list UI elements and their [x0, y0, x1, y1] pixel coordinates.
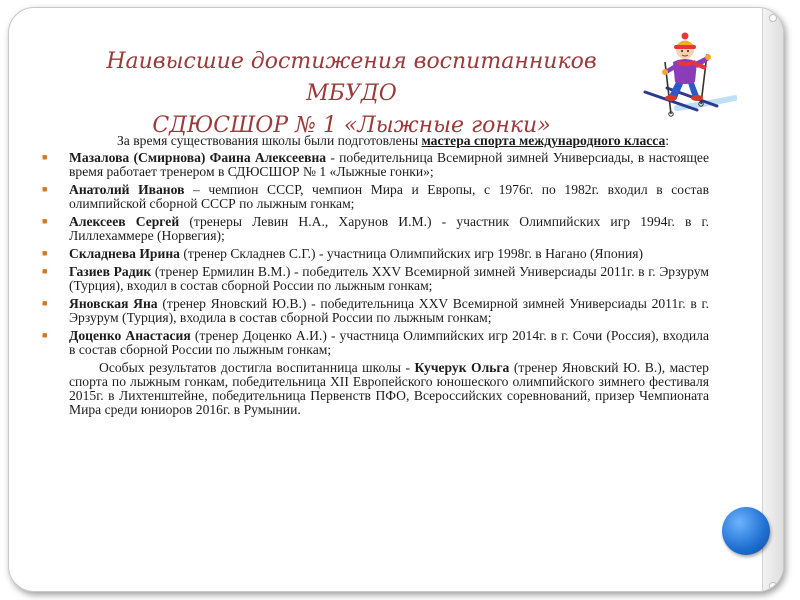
list-item	[42, 182, 709, 211]
blue-circle-icon	[722, 507, 770, 555]
arrow-bullet-icon: ■	[42, 248, 48, 258]
athlete-text: - победительница Всемирной зимней Универсиады, в настоящее время работает тренером в СДЮСШОР № 1 «Лыжные гонки»;	[69, 150, 709, 179]
athlete-text: (тренер Доценко А.И.) - участница Олимпийских игр 2014г. в г. Сочи (Россия), входила в состав сборной России по лыжным гонкам;	[69, 328, 709, 357]
athlete-name: Складнева Ирина	[69, 246, 180, 261]
athlete-name: Алексеев Сергей	[69, 214, 180, 229]
arrow-bullet-icon: ■	[42, 298, 48, 308]
athlete-text: (тренер Яновский Ю.В.) - победительница XXV Всемирной зимней Универсиады 2011г. в г. Эрзурум (Турция), входила в состав сборной России по лыжным гонкам;	[69, 296, 709, 325]
slide-card	[8, 7, 784, 592]
strip-dot	[769, 582, 777, 590]
slide-content	[42, 133, 709, 417]
strip-dot	[769, 14, 777, 22]
decorative-side-strip	[762, 8, 783, 591]
closing-text-1: Особых результатов достигла воспитанница школы -	[99, 360, 415, 375]
intro-paragraph	[69, 134, 709, 148]
closing-paragraph	[69, 361, 709, 417]
closing-text-2: (тренер Яновский Ю. В.), мастер спорта по лыжным гонкам, победительница XII Европейского юношеского олимпийского зимнего фестиваля 2015г. в Лихтенштейне, победительница Первенств ПФО, Всероссийских соревнований, призер Чемпионата Мира среди юниоров 2016г. в Румынии.	[69, 360, 709, 417]
list-item	[42, 246, 709, 261]
athlete-text: (тренеры Левин Н.А., Харунов И.М.) - участник Олимпийских игр 1994г. в г. Лиллехаммере (Норвегия);	[69, 214, 709, 243]
list-item	[42, 264, 709, 293]
athlete-name: Газиев Радик	[69, 264, 152, 279]
skier-clipart-icon	[637, 32, 737, 120]
list-item	[42, 150, 709, 179]
athlete-text: (тренер Складнев С.Г.) - участница Олимпийских игр 1998г. в Нагано (Япония)	[179, 246, 644, 261]
list-item	[42, 296, 709, 325]
slide-title-line-1: Наивысшие достижения воспитанников МБУДО	[106, 49, 597, 106]
athlete-name: Яновская Яна	[69, 296, 158, 311]
athlete-text: (тренер Ермилин В.М.) - победитель XXV Всемирной зимней Универсиады 2011г. в г. Эрзурум (Турция), входил в состав сборной России по лыжным гонкам;	[69, 264, 709, 293]
athlete-name: Мазалова (Смирнова) Фаина Алексеевна	[69, 150, 327, 165]
athlete-text: – чемпион СССР, чемпион Мира и Европы, с 1976г. по 1982г. входил в состав олимпийской сборной СССР по лыжным гонкам;	[69, 182, 709, 211]
intro-suffix: :	[665, 133, 670, 148]
athletes-list	[42, 150, 709, 357]
list-item	[42, 328, 709, 357]
slide-title-line-2: СДЮСШОР № 1 «Лыжные гонки»	[152, 113, 551, 138]
arrow-bullet-icon: ■	[42, 152, 48, 162]
intro-highlight: мастера спорта международного класса	[421, 133, 666, 148]
list-item	[42, 214, 709, 243]
intro-text: За время существования школы были подготовлены	[117, 133, 422, 148]
arrow-bullet-icon: ■	[42, 216, 48, 226]
slide-title	[79, 46, 624, 142]
arrow-bullet-icon: ■	[42, 330, 48, 340]
arrow-bullet-icon: ■	[42, 184, 48, 194]
arrow-bullet-icon: ■	[42, 266, 48, 276]
athlete-name: Доценко Анастасия	[69, 328, 191, 343]
athlete-name: Анатолий Иванов	[69, 182, 185, 197]
closing-athlete-name: Кучерук Ольга	[414, 360, 510, 375]
